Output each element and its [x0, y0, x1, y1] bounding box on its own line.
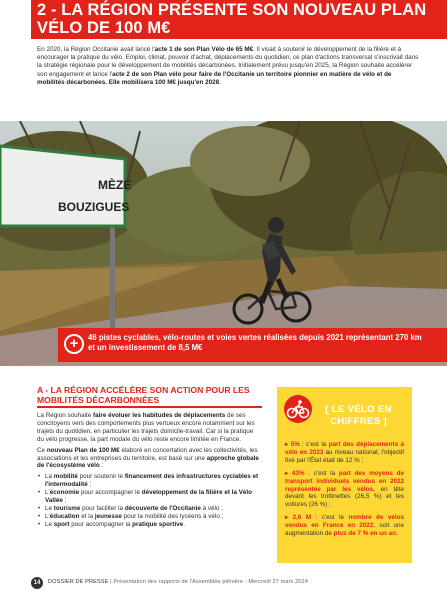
sidebar-title-line-1: [ LE VÉLO EN — [325, 404, 392, 415]
stat-text: au niveau national, l'objectif fixé par l'État était de 12 % ; — [285, 448, 404, 464]
bullet-bold: mobilité — [53, 473, 78, 481]
title-line-1: 2 - LA RÉGION PRÉSENTE SON NOUVEAU PLAN — [37, 1, 427, 19]
stat-text: : c'est la — [299, 441, 329, 448]
p2-bold-1: nouveau Plan de 100 M€ — [46, 446, 120, 454]
section-body — [37, 412, 262, 529]
page-number: 14 — [31, 577, 43, 589]
bullet-text: pour faciliter la — [80, 504, 125, 512]
p2-text-e: : — [99, 462, 104, 470]
footer — [48, 579, 308, 585]
bullet-text: Le — [45, 520, 54, 528]
stat-bold: part des déplacements à vélo en 2023 — [285, 441, 405, 456]
p2-text-a: Ce — [37, 446, 47, 454]
list-item — [37, 473, 262, 489]
bullet-text: Le — [45, 504, 54, 512]
stat-bold: nombre de vélos vendus en France en 2022 — [285, 514, 404, 530]
stat-value: 43% — [291, 469, 305, 477]
footer-text: Présentation des rapports de l'Assemblée plénière - Mercredi 27 mars 2024 — [113, 579, 308, 585]
p2-bold-2: approche globale de l'écosystème vélo — [37, 454, 259, 470]
stats-sidebar — [277, 387, 412, 563]
stat-value: 5% — [290, 441, 300, 448]
stats-list — [285, 441, 404, 543]
sign-text-2: BOUZIGUES — [58, 200, 130, 214]
bullet-text: . — [183, 520, 186, 528]
list-item — [37, 505, 262, 513]
p1-bold: faire évoluer les habitudes de déplacements — [93, 412, 226, 419]
stat-bold: plus de 7 % en un an. — [333, 530, 398, 538]
page-title — [37, 2, 426, 37]
list-item — [37, 513, 262, 521]
bullet-text: pour la mobilité des lycéens à vélo ; — [121, 512, 224, 520]
list-item — [37, 489, 262, 505]
plus-circle-icon: + — [64, 334, 84, 354]
stat-item — [285, 514, 404, 538]
arrow-icon: ▸ — [285, 441, 289, 448]
intro-text-2: . Il visait à soutenir le développement de la filière et à encourager la pratique du vélo. Emploi, climat, pouvoir d'achat, déplacements du quotidien, ce plan d'actions transversal s'inscrivait dans la stratégie régionale pour le développement de mobilités décarbonées. Initialement prévu jusqu'en 2025, la Région souhaite accélérer son engagement et lance l' — [37, 46, 419, 78]
section-divider — [37, 406, 262, 408]
bullet-bold: tourisme — [53, 504, 81, 512]
stat-text: : c'est la — [304, 469, 339, 477]
body-paragraph-2 — [37, 447, 262, 471]
banner-text: 46 pistes cyclables, vélo-routes et voies vertes réalisées depuis 2021 représentant 270 km et un investissement de 8,5 M€ — [88, 333, 422, 352]
body-paragraph-1 — [37, 412, 262, 444]
stat-text: en tête devant les trottinettes (26,5 %) et les voitures (26 %) ; — [285, 485, 404, 509]
sign-text-1: MÈZE — [98, 178, 132, 192]
stat-item — [285, 470, 404, 510]
footer-separator: | — [110, 579, 112, 585]
sidebar-title — [305, 404, 412, 428]
title-line-2: VÉLO DE 100 M€ — [37, 18, 171, 37]
bullet-text: et la — [79, 512, 95, 520]
stat-text: : c'est le — [311, 514, 349, 522]
intro-text-1: En 2020, la Région Occitanie avait lancé l' — [37, 46, 155, 53]
intro-bold-1: acte 1 de son Plan Vélo de 65 M€ — [154, 46, 254, 53]
bullet-text: L' — [45, 512, 50, 520]
p1-text-a: La Région souhaite — [37, 412, 94, 419]
stat-value: 2,6 M — [292, 514, 312, 522]
title-banner — [31, 0, 447, 39]
bullet-bold: économie — [49, 489, 80, 497]
bullet-text: à vélo ; — [200, 504, 223, 512]
bullet-bold: développement de la filière et la Vélo Vallée — [45, 489, 253, 505]
bullet-bold: financement des infrastructures cyclables et l'intermodalité — [45, 473, 259, 489]
intro-paragraph — [37, 46, 419, 87]
bullet-text: La — [45, 473, 54, 481]
bullet-bold: éducation — [49, 512, 80, 520]
arrow-icon: ▸ — [285, 469, 289, 477]
stat-banner — [58, 328, 447, 362]
p2-text-c: élaboré en concertation avec les collectivités, les associations et les entreprises du territoire, est basé sur une — [37, 446, 258, 462]
bullet-text: pour accompagner la — [69, 520, 133, 528]
bullet-text: ; — [87, 481, 92, 489]
section-title: A - LA RÉGION ACCÉLÈRE SON ACTION POUR LES MOBILITÉS DÉCARBONNÉES — [37, 385, 250, 405]
bullet-text: pour accompagner le — [79, 489, 142, 497]
bullet-bold: pratique sportive — [132, 520, 184, 528]
stat-bold: part des moyens de transport individuels vendus en 2022 représentée par les vélos, — [285, 469, 404, 493]
stat-item — [285, 441, 404, 465]
bullet-text: pour soutenir le — [77, 473, 125, 481]
footer-label: DOSSIER DE PRESSE — [48, 579, 109, 585]
p1-text-c: de ses concitoyens vers des comportements plus vertueux encore notamment sur les trajets du quotidien, en particulier les trajets domicile-travail. Car si la pratique du vélo progresse, la part modale du vélo reste encore limitée en France. — [37, 412, 255, 443]
list-item — [37, 521, 262, 529]
stat-text: , soit une augmentation de — [285, 522, 404, 538]
bullet-list — [37, 473, 262, 528]
bullet-text: L' — [45, 489, 50, 497]
sidebar-title-line-2: CHIFFRES ] — [330, 416, 387, 427]
arrow-icon: ▸ — [285, 514, 289, 522]
bullet-text: ; — [62, 497, 67, 505]
bullet-bold: découverte de l'Occitanie — [124, 504, 201, 512]
intro-bold-2: acte 2 de son Plan vélo pour faire de l'Occitanie un territoire pionnier en matière de vélo et de mobilités décarbonées. Elle mobilisera 100 M€ jusqu'en 2028 — [37, 70, 392, 86]
intro-text-3: . — [219, 78, 221, 86]
bullet-bold: sport — [53, 520, 70, 528]
bullet-bold: jeunesse — [94, 512, 122, 520]
